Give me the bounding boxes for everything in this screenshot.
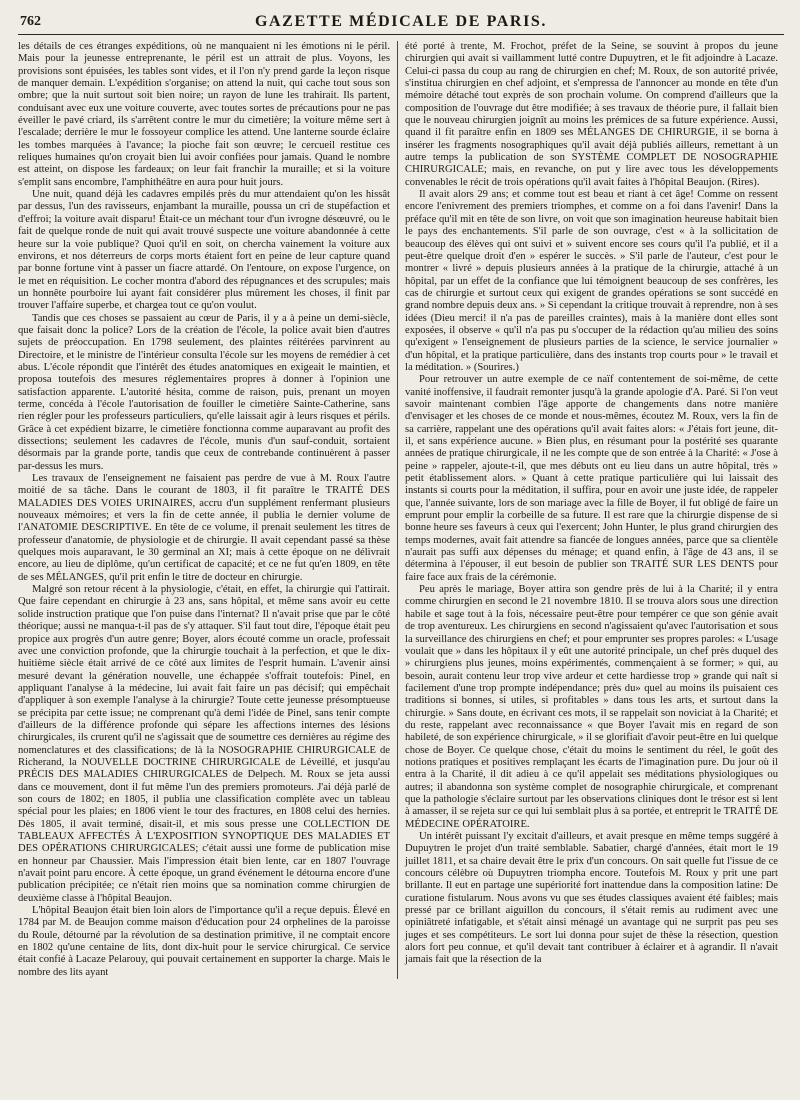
paragraph: Peu après le mariage, Boyer attira son gendre près de lui à la Charité; il y entra comme chirurgien en second le 21 novembre 1810. Il se trouva alors sous une direction habile et sage tout à la fois, nécessaire peut-être pour tempérer ce que son génie avait de trop aventureux. Les chirurgiens en second n'agissaient qu'avec l'autorisation et sous la surveillance des chirurgiens en chef; et pour emprunter ses propres paroles: « L'usage voulait que » dans les hôpitaux il y eût une autorité principale, un chef près duquel des » chirurgiens plus jeunes, moins expérimentés, commençaient à se former; » qui, au besoin, aurait contenu leur trop vive ardeur et cette hardiesse trop » grande qui naît si facilement d'une trop prompte indépendance; près du» quel au moins ils puisaient ces traditions si bonnes, si utiles, si profitables » dans tous les arts, et surtout dans la chirurgie. » Sans doute, en écrivant ces mots, il se rappelait son noviciat à la Charité; et du reste, rappelant avec reconnaissance « que Boyer l'avait mis en regard de son habileté, de son expérience chirurgicale, » il se glorifiait d'avoir peut-être en lui quelque chose de Boyer. Ce quelque chose, c'était du moins le sentiment du réel, le goût des notions pratiques et positives remplaçant les écarts de l'imagination pure. Du jour où il entra à la Charité, il dit adieu à ce qu'il appelait ses méditations physiologiques ou autres; il abandonna son système complet de nosographie chirurgicale, et comprenant que la pathologie s'éclaire surtout par les observations cliniques dont le trésor est si lent à amasser, il se rejeta sur ce qui lui semblait plus à sa portée, et entreprit le TRAITÉ DE MÉDECINE OPÉRATOIRE. — [405, 584, 778, 830]
paragraph: été porté à trente, M. Frochot, préfet de la Seine, se souvint à propos du jeune chirurgien qui avait si vaillamment lutté contre Dupuytren, et le fit adjoindre à Lacaze. Celui-ci passa du coup au rang de chirurgien en chef; M. Roux, de son autorité privée, s'institua chirurgien en chef adjoint, et s'empressa de l'annoncer au monde en tête d'un mémoire détaché tout exprès de son prochain volume. On comprend d'ailleurs que la composition de l'ouvrage dut être modifiée; à ses travaux de théorie pure, il fallait bien que le nouveau chirurgien joignît au moins les prémices de sa future expérience. Aussi, quand il fit paraître enfin en 1809 ses MÉLANGES DE CHIRURGIE, il se borna à insérer les fragments nosographiques qu'il avait déjà publiés ailleurs, remettant à un autre temps la publication de son SYSTÈME COMPLET DE NOSOGRAPHIE CHIRURGICALE; mais, en revanche, on put y lire avec tous les développements convenables le récit de trois opérations qu'il avait faites à l'hôpital Beaujon. (Rires). — [405, 41, 778, 188]
paragraph: Tandis que ces choses se passaient au cœur de Paris, il y a à peine un demi-siècle, que faisait donc la police? Lors de la création de l'école, la police avait bien d'autres sujets de préoccupation. En 1798 seulement, des plaintes réitérées parvinrent au Directoire, et le ministre de l'intérieur consulta l'école sur les moyens de remédier à cet abus. L'école répondit que l'intérêt des études anatomiques en exigeait le maintien, et proposa toutefois des mesures réglementaires propres à donner à l'opinion une satisfaction apparente. L'autorité hésita, comme de raison, puis, prenant un moyen terme, concéda à l'école l'autorisation de fouiller le cimetière Sainte-Catherine, sans rien régler pour les professeurs particuliers, qu'elle laissait agir à leurs risques et périls. Grâce à cet expédient bizarre, le cimetière fonctionna comme auparavant au profit des dissections; seulement les cadavres de l'école, munis d'un sauf-conduit, sortaient désormais par la grande porte, tandis que ceux de contrebande continuèrent à passer par-dessus les murs. — [18, 312, 390, 472]
paragraph: Un intérêt puissant l'y excitait d'ailleurs, et avait presque en même temps suggéré à Dupuytren le projet d'un traité semblable. Sabatier, chargé d'années, était mort le 19 juillet 1811, et sa chaire devait être le prix d'un concours. On sait quelle fut l'issue de ce concours célèbre où Dupuytren triompha encore. Toutefois M. Roux y prit une part brillante. Il eut en partage une supériorité fort inattendue dans la composition latine: De curatione fistularum. Nous avons vu que ses études classiques avaient été faibles; mais pressé par ce brillant aiguillon du concours, il s'était remis au rudiment avec une opiniâtreté infatigable, et s'était ainsi ménagé un avantage qui ne surprit pas peu ses juges et ses compétiteurs. Le sort lui donna pour sujet de thèse la résection, question alors fort peu connue, et qu'il devait tant contribuer à éclairer et à agrandir. Il n'avait jamais fait que la résection de la — [405, 831, 778, 966]
paragraph: Malgré son retour récent à la physiologie, c'était, en effet, la chirurgie qui l'attirait. Que faire cependant en chirurgie à 23 ans, sans hôpital, et même sans avoir eu cette solide instruction pratique que l'on puise dans l'internat? Il n'avait prise que par le côté théorique; aussi ne manqua-t-il pas de s'y attaquer. S'il faut tout dire, l'époque était peu propice aux progrès d'un autre genre; Boyer, alors écouté comme un oracle, professait avec une conviction profonde, que la chirurgie touchait à la perfection, et que le dix-huitième siècle était arrivé de ce côté aux limites de l'esprit humain. L'avenir ainsi mesuré devant la génération nouvelle, une échappée s'offrait toutefois: Pinel, en appliquant l'analyse à la médecine, lui avait fait faire un pas décisif; qui empêchait d'appliquer à son exemple l'analyse à la chirurgie? Toute cette jeunesse présomptueuse se précipita par cette issue; ne comprenant qu'à demi l'idée de Pinel, sans tenir compte d'ailleurs de la différence profonde qui sépare les affections internes des lésions chirurgicales, ils crurent qu'il ne s'agissait que de soumettre ces dernières au régime des nomenclatures et des classifications; de là la NOSOGRAPHIE CHIRURGICALE de Richerand, la NOUVELLE DOCTRINE CHIRURGICALE de Léveillé, et jusqu'au PRÉCIS DES MALADIES CHIRURGICALES de Delpech. M. Roux se jeta aussi dans ce mouvement, dont il fut même l'un des premiers promoteurs. J'ai déjà parlé de son cours de 1802; en 1805, il publia une classification complète avec un tableau spécial pour les plaies; en 1806 vient le tour des fractures, en 1808 celui des hernies. Dès 1805, il avait terminé, disait-il, et mis sous presse une COLLECTION DE TABLEAUX AFFECTÉS À L'EXPOSITION SYNOPTIQUE DES MALADIES ET DES OPÉRATIONS CHIRURGICALES; c'était aussi une forme de publication mise en honneur par Chaussier. Mais l'impression était bien lente, car en 1807 l'ouvrage n'avait point paru encore. À cette époque, un grand événement le détourna encore d'une publication précipitée; ce n'était rien moins que sa nomination comme chirurgien de deuxième classe à l'hôpital Beaujon. — [18, 584, 390, 904]
journal-title: GAZETTE MÉDICALE DE PARIS. — [254, 13, 547, 30]
paragraph: Pour retrouver un autre exemple de ce naïf contentement de soi-même, de cette vanité inoffensive, il faudrait remonter jusqu'à la grande apologie d'A. Paré. Si l'on veut savoir maintenant combien l'âge apporte de changements dans notre manière d'envisager et les choses de ce monde et nous-mêmes, écoutez M. Roux, vers la fin de sa carrière, rappelant une des opérations qu'il avait faites alors: « J'étais fort jeune, dit-il, et sans expérience aucune. » Bien plus, en résumant pour la postérité ses quarante années de pratique chirurgicale, il ne les compte que de son entrée à la Charité: « J'ose à peine » rappeler, ajoute-t-il, que mes débuts ont eu lieu dans un autre hôpital, très » petit établissement alors. » Quant à cette pratique particulière qui lui laissait des instants si courts pour la méditation, il suffira, pour en avoir une juste idée, de rappeler que, l'année suivante, lors de son mariage avec la fille de Boyer, il fut obligé de faire un emprunt pour emplir la corbeille de sa future. Il est rare que la chirurgie dispense de si bonne heure ses faveurs à ceux qui l'exercent; John Hunter, le plus grand chirurgien des temps modernes, avait fait attendre sa fiancée de longues années, parce que sa clientèle n'aurait pas suffi aux dépenses du ménage; et quand enfin, à l'âge de 43 ans, il se détermina à l'épouser, il eut besoin de publier son TRAITÉ SUR LES DENTS pour faire face aux frais de la cérémonie. — [405, 374, 778, 583]
left-column — [18, 41, 398, 979]
paragraph: L'hôpital Beaujon était bien loin alors de l'importance qu'il a reçue depuis. Élevé en 1784 par M. de Beaujon comme maison d'éducation pour 24 orphelines de la paroisse du Roule, détourné par la révolution de sa destination primitive, il ne comptait encore en 1802 qu'une centaine de lits, dont dix-huit pour le service chirurgical. Ce service était confié à Lacaze Pelarouy, qui pouvait certainement en supporter la charge. Mais le nombre des lits ayant — [18, 905, 390, 978]
article-columns — [18, 41, 784, 979]
page-header — [18, 6, 784, 35]
page-number: 762 — [20, 14, 41, 29]
paragraph: Il avait alors 29 ans; et comme tout est beau et riant à cet âge! Comme on ressent encore l'enivrement des premiers triomphes, et comme on a foi dans l'avenir! Dans la préface qu'il mit en tête de son livre, on voit que son imagination heureuse habitait bien le pays des enchantements. S'il parle de son ouvrage, c'est « à la sollicitation de beaucoup des élèves qui ont suivi et » suivent encore ses cours qu'il l'a publié, et il a peut-être quelque droit d'en » espérer le succès. » S'il parle de l'auteur, c'est pour le montrer « livré » depuis plusieurs années à la pratique de la chirurgie, attaché à un hôpital, par un effet de la confiance que lui témoignent beaucoup de ses confrères, les cas de chirurgie et surtout ceux qui exigent de grandes opérations se sont succédé en grand nombre depuis deux ans. » Si cependant la critique trouvait à reprendre, non à ses idées (Dieu merci! il n'a pas de pareilles craintes), mais à la manière dont elles sont exposées, il observe « qu'il n'a pas pu s'occuper de la rédaction qu'au milieu des soins qu'exigent » l'enseignement de plusieurs parties de la science, le service journalier » d'un hôpital, et la pratique particulière, dans des instants trop courts pour » le travail et la méditation. » (Sourires.) — [405, 189, 778, 373]
paragraph: Une nuit, quand déjà les cadavres empilés près du mur attendaient qu'on les hissât par dessus, l'un des ravisseurs, enjambant la muraille, poussa un cri de stupéfaction et d'effroi; la voiture avait disparu! Était-ce un méchant tour d'un ivrogne désœuvré, ou le fait de quelque ronde de nuit qui avait trouvé suspecte une voiture abandonnée à cette heure sur la voie publique? Quoi qu'il en soit, on chercha vainement la voiture aux environs, et nos déterreurs de corps morts étaient fort en peine de leur capture quand par bonne fortune vint à passer un fiacre attardé. On l'entoure, on expose l'urgence, on le met en réquisition. Le cocher montra d'abord des répugnances et des scrupules; mais un honnête pourboire lui ayant fait considérer plus mûrement les choses, il finit par trouver l'affaire superbe, et chargea tout ce qu'on voulut. — [18, 189, 390, 312]
paragraph: Les travaux de l'enseignement ne faisaient pas perdre de vue à M. Roux l'autre moitié de sa tâche. Dans le courant de 1803, il fit paraître le TRAITÉ DES MALADIES DES VOIES URINAIRES, accru d'un supplément renfermant plusieurs nouveaux mémoires; et vers la fin de cette année, il publia le dernier volume de l'ANATOMIE DESCRIPTIVE. En tête de ce volume, il prenait seulement les titres de professeur d'anatomie, de physiologie et de chirurgie. Il avait cependant passé sa thèse quelques mois auparavant, le 30 germinal an XI; mais à cette époque on ne délivrait encore, au lieu de diplôme, qu'un certificat de capacité; et ce ne fut qu'en 1809, en tête de ses MÉLANGES, qu'il prit enfin le titre de docteur en chirurgie. — [18, 473, 390, 583]
right-column — [398, 41, 778, 979]
paragraph: les détails de ces étranges expéditions, où ne manquaient ni les émotions ni le péril. Mais pour la jeunesse entreprenante, le péril est un attrait de plus. Voyons, les provisions sont épuisées, les tables sont vides, et il l'on n'y prend garde la leçon risque de manquer demain. L'expédition s'organise; on attend la nuit, qui cache tout sous son ombre; que la nuit surtout soit bien noire; un rayon de lune les trahirait. Ils partent, conduisant avec eux une voiture couverte, avec toutes sortes de précautions pour ne pas éveiller le pavé criard, ils s'arrêtent contre le mur du cimetière; la voiture même sert à l'escalade; derrière le mur le fossoyeur complice les attend. Une lanterne sourde éclaire les tombes marquées à l'avance; la pioche fait son œuvre; le cercueil restitue ces reliques humaines qu'on croyait bien lui avoir confiées pour jamais. Quand le nombre est atteint, on dispose les fardeaux; on leur fait franchir la muraille; et si la voiture s'emplit sans encombre, l'amphithéâtre en aura pour huit jours. — [18, 41, 390, 188]
